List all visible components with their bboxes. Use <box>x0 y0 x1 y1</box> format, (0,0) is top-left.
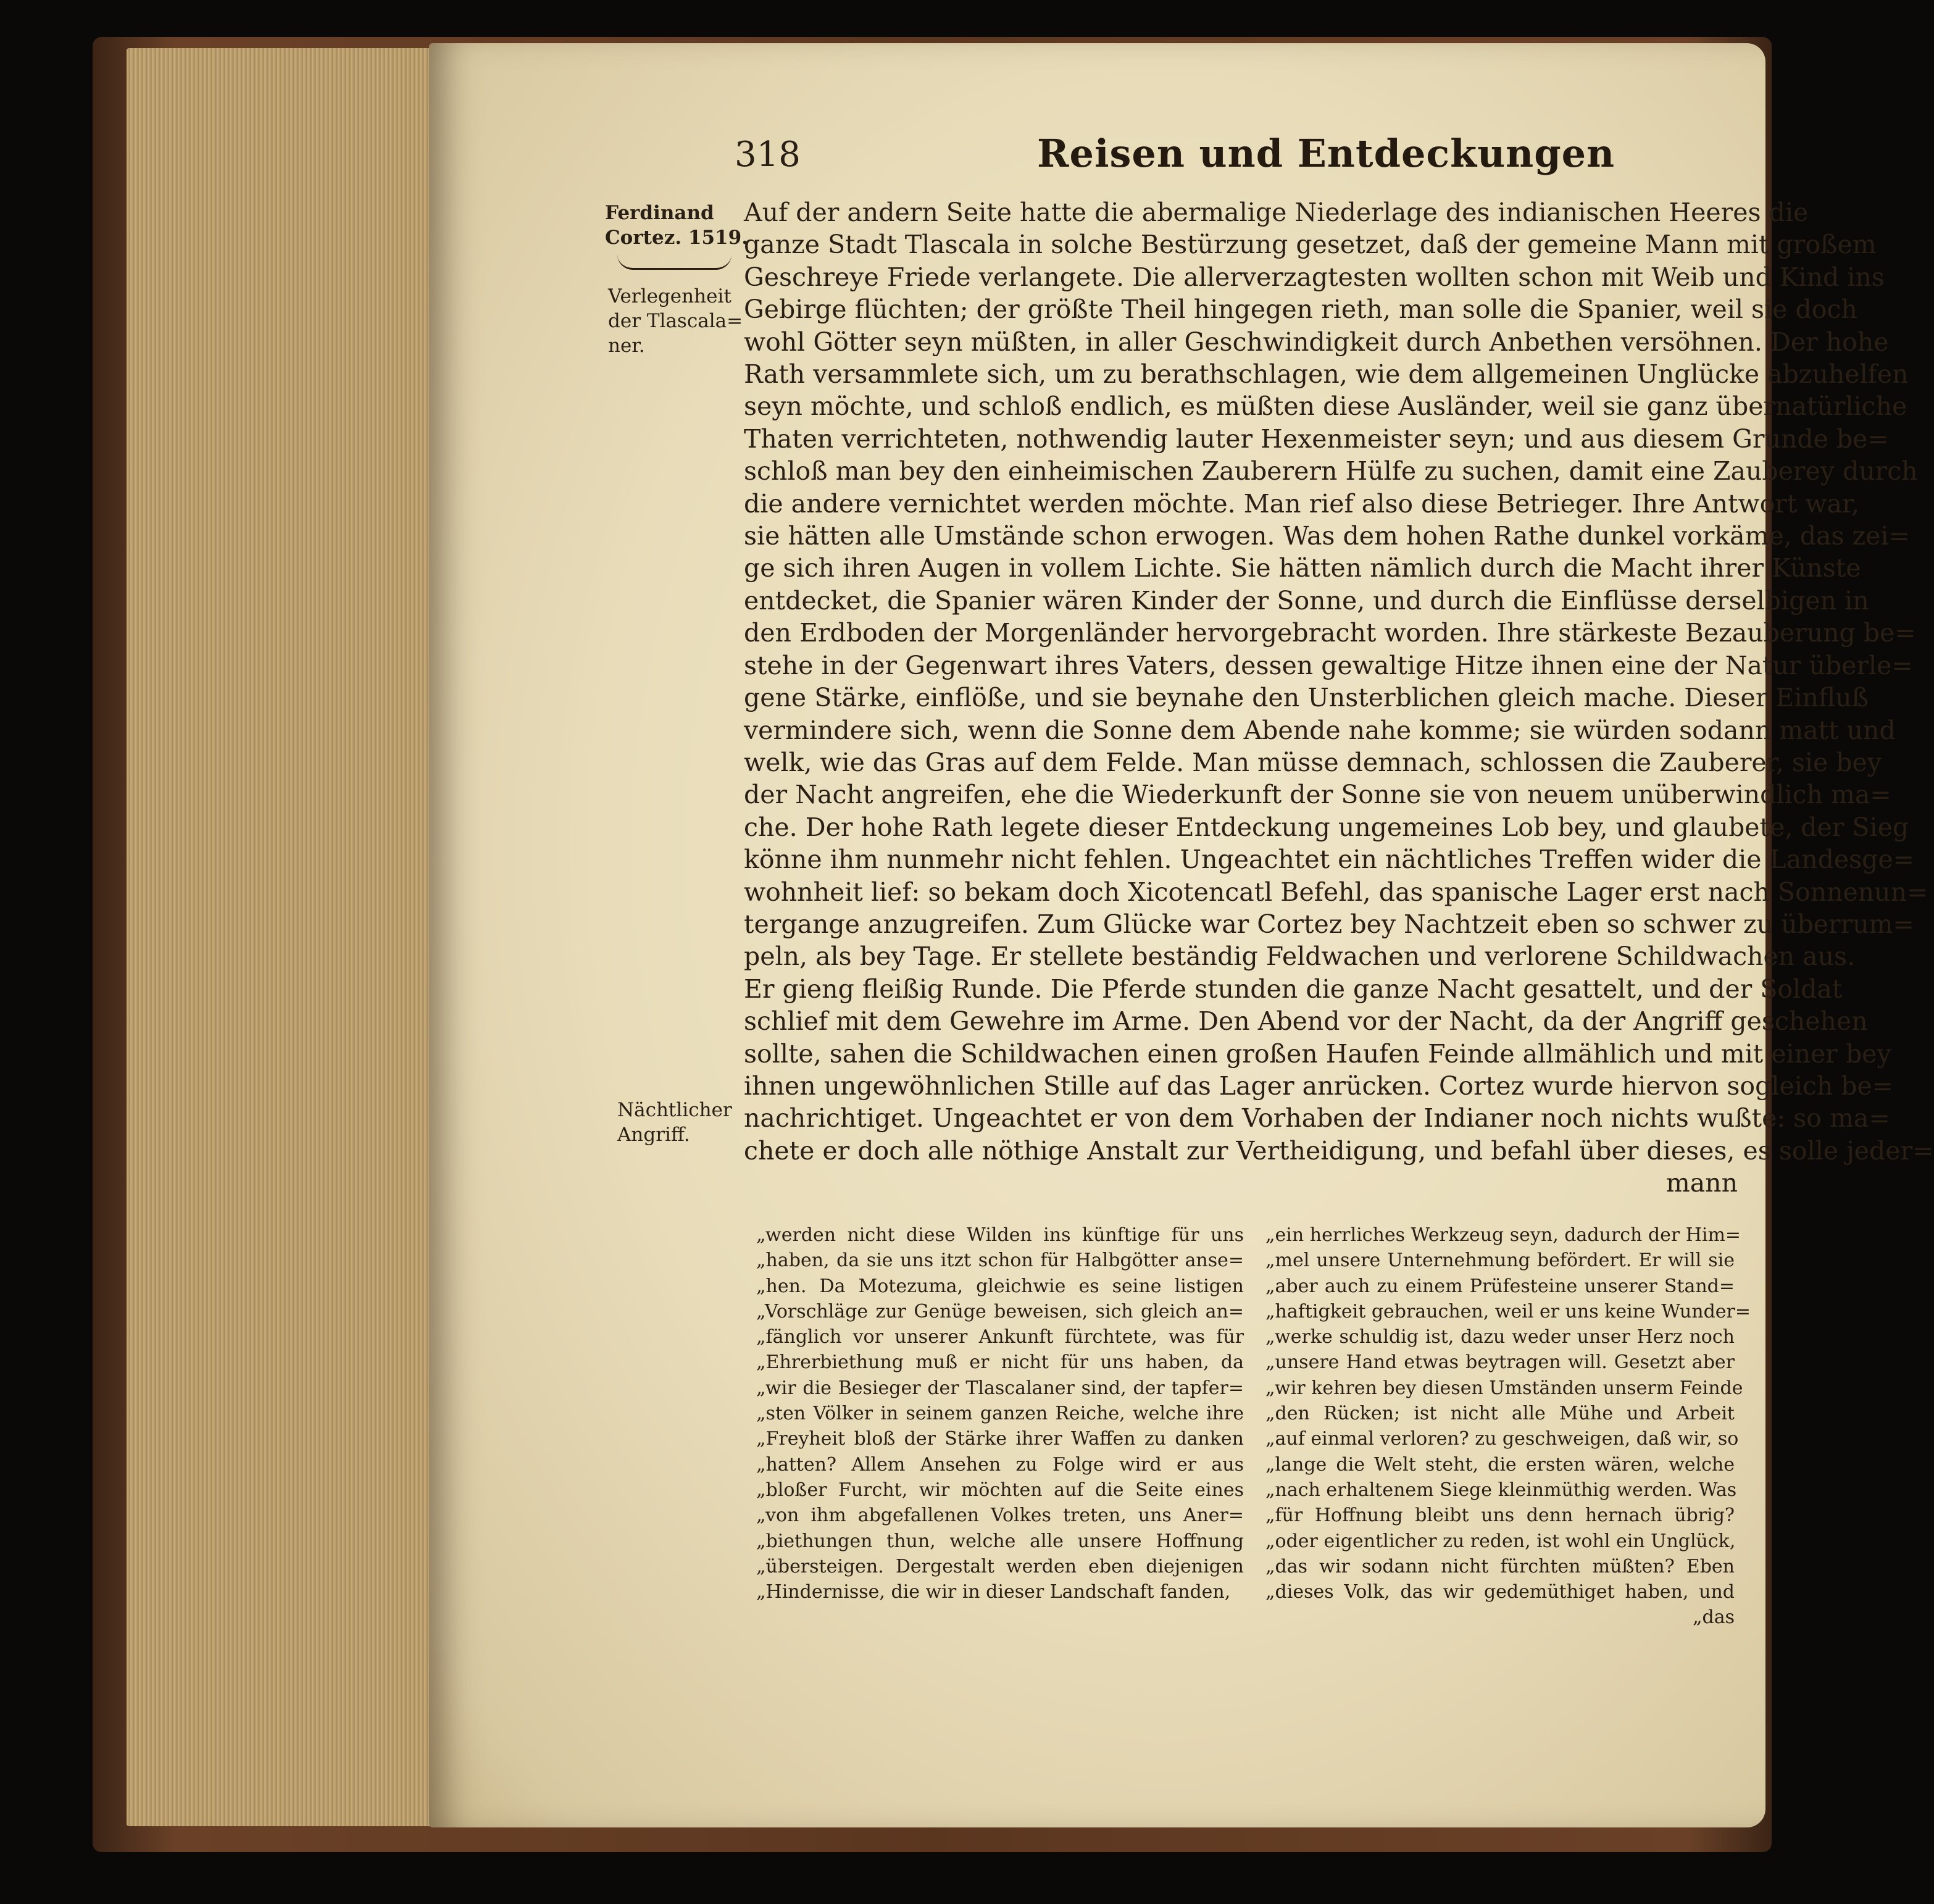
margin-note-line: Nächtlicher <box>617 1099 732 1121</box>
main-text-body <box>744 196 1934 1200</box>
text-line: peln, als bey Tage. Er stellete beständig Feldwachen und verlorene Schildwachen aus. <box>744 942 1856 972</box>
text-line: sie hätten alle Umstände schon erwogen. Was dem hohen Rathe dunkel vorkäme, das zei= <box>744 521 1910 551</box>
text-line: „nach erhaltenem Siege kleinmüthig werden. Was <box>1265 1479 1737 1501</box>
text-line: tergange anzugreifen. Zum Glücke war Cortez bey Nachtzeit eben so schwer zu überrum= <box>744 909 1914 939</box>
margin-note-line: Ferdinand <box>605 202 714 224</box>
text-line: „dieses Volk, das wir gedemüthiget haben, und <box>1265 1581 1735 1603</box>
margin-note-ferdinand <box>605 201 748 250</box>
text-line: sollte, sahen die Schildwachen einen großen Haufen Feinde allmählich und mit einer bey <box>744 1038 1891 1069</box>
text-line: mann <box>1665 1168 1738 1198</box>
text-line: „Vorschläge zur Genüge beweisen, sich gleich an= <box>756 1300 1244 1322</box>
text-line: „biethungen thun, welche alle unsere Hoffnung <box>756 1530 1244 1552</box>
text-line: „bloßer Furcht, wir möchten auf die Seite eines <box>756 1479 1244 1501</box>
text-line: „werke schuldig ist, dazu weder unser Herz noch <box>1265 1326 1735 1348</box>
text-line: schloß man bey den einheimischen Zauberern Hülfe zu suchen, damit eine Zauberey durch <box>744 456 1918 486</box>
text-line: „ein herrliches Werkzeug seyn, dadurch der Him= <box>1265 1224 1741 1246</box>
margin-note-line: der Tlascala= <box>608 310 743 332</box>
text-line: nachrichtiget. Ungeachtet er von dem Vorhaben der Indianer noch nichts wußte: so ma= <box>744 1103 1890 1134</box>
text-line: wohl Götter seyn müßten, in aller Geschwindigkeit durch Anbethen versöhnen. Der hohe <box>744 327 1889 357</box>
text-line: seyn möchte, und schloß endlich, es müßten diese Ausländer, weil sie ganz übernatürliche <box>744 391 1907 422</box>
text-line: „werden nicht diese Wilden ins künftige für uns <box>756 1224 1244 1246</box>
text-line: „wir kehren bey diesen Umständen unserm Feinde <box>1265 1377 1743 1399</box>
text-line: „haben, da sie uns itzt schon für Halbgötter anse= <box>756 1250 1244 1272</box>
text-line: „Freyheit bloß der Stärke ihrer Waffen zu danken <box>756 1428 1244 1450</box>
text-line: „hen. Da Motezuma, gleichwie es seine listigen <box>756 1275 1244 1297</box>
running-title: Reisen und Entdeckungen <box>1037 131 1615 176</box>
text-line: ihnen ungewöhnlichen Stille auf das Lager anrücken. Cortez wurde hiervon sogleich be= <box>744 1071 1894 1101</box>
text-line: chete er doch alle nöthige Anstalt zur Vertheidigung, und befahl über dieses, es solle jeder= <box>744 1135 1934 1166</box>
text-line: „den Rücken; ist nicht alle Mühe und Arbeit <box>1265 1403 1735 1425</box>
text-line: der Nacht angreifen, ehe die Wiederkunft der Sonne sie von neuem unüberwindlich ma= <box>744 780 1891 810</box>
text-line: schlief mit dem Gewehre im Arme. Den Abend vor der Nacht, da der Angriff geschehen <box>744 1006 1868 1037</box>
text-line: che. Der hohe Rath legete dieser Entdeckung ungemeines Lob bey, und glaubete, der Sieg <box>744 812 1909 842</box>
text-line: den Erdboden der Morgenländer hervorgebracht worden. Ihre stärkeste Bezauberung be= <box>744 618 1916 648</box>
margin-note-verlegenheit <box>608 284 743 358</box>
text-line: Rath versammlete sich, um zu berathschlagen, wie dem allgemeinen Unglücke abzuhelfen <box>744 359 1909 390</box>
text-line: Gebirge flüchten; der größte Theil hingegen rieth, man solle die Spanier, weil sie doch <box>744 294 1857 325</box>
text-line: „für Hoffnung bleibt uns denn hernach übrig? <box>1265 1505 1735 1527</box>
page-number: 318 <box>735 135 801 175</box>
margin-note-line: Verlegenheit <box>608 285 732 307</box>
text-line: „sten Völker in seinem ganzen Reiche, welche ihre <box>756 1403 1244 1425</box>
text-line: „haftigkeit gebrauchen, weil er uns keine Wunder= <box>1265 1300 1751 1322</box>
text-line: stehe in der Gegenwart ihres Vaters, dessen gewaltige Hitze ihnen eine der Natur überle= <box>744 650 1913 680</box>
margin-note-line: Cortez. 1519. <box>605 227 748 249</box>
text-line: „das <box>1692 1606 1735 1629</box>
margin-brace <box>617 254 732 270</box>
text-line: ge sich ihren Augen in vollem Lichte. Sie hätten nämlich durch die Macht ihrer Künste <box>744 553 1861 583</box>
text-line: Thaten verrichteten, nothwendig lauter Hexenmeister seyn; und aus diesem Grunde be= <box>744 424 1889 454</box>
margin-note-line: ner. <box>608 335 645 357</box>
text-line: „das wir sodann nicht fürchten müßten? Eben <box>1265 1555 1735 1577</box>
text-line: Auf der andern Seite hatte die abermalige Niederlage des indianischen Heeres die <box>744 198 1809 227</box>
text-line: welk, wie das Gras auf dem Felde. Man müsse demnach, schlossen die Zauberer, sie bey <box>744 747 1882 777</box>
text-line: „mel unsere Unternehmung befördert. Er will sie <box>1265 1250 1735 1272</box>
text-line: „Hindernisse, die wir in dieser Landschaft fanden, <box>756 1581 1231 1603</box>
text-line: „fänglich vor unserer Ankunft fürchtete, was für <box>756 1326 1244 1348</box>
text-line: „lange die Welt steht, die ersten wären, welche <box>1265 1453 1735 1476</box>
page-edges <box>127 48 435 1826</box>
text-line: „hatten? Allem Ansehen zu Folge wird er aus <box>756 1453 1244 1476</box>
text-line: „auf einmal verloren? zu geschweigen, daß wir, so <box>1265 1428 1739 1450</box>
text-line: ganze Stadt Tlascala in solche Bestürzung gesetzet, daß der gemeine Mann mit großem <box>744 230 1877 260</box>
text-line: „unsere Hand etwas beytragen will. Gesetzt aber <box>1265 1351 1735 1374</box>
text-line: wohnheit lief: so bekam doch Xicotencatl Befehl, das spanische Lager erst nach Sonnenun= <box>744 877 1928 907</box>
text-line: die andere vernichtet werden möchte. Man rief also diese Betrieger. Ihre Antwort war, <box>744 488 1860 519</box>
text-line: Er gieng fleißig Runde. Die Pferde stunden die ganze Nacht gesattelt, und der Soldat <box>744 974 1843 1004</box>
text-line: könne ihm nunmehr nicht fehlen. Ungeachtet ein nächtliches Treffen wider die Landesge= <box>744 845 1915 875</box>
margin-note-angriff <box>617 1098 732 1147</box>
text-line: Geschreye Friede verlangete. Die allerverzagtesten wollten schon mit Weib und Kind ins <box>744 262 1885 292</box>
footnote-right-column <box>1265 1222 1751 1631</box>
text-line: „von ihm abgefallenen Volkes treten, uns Aner= <box>756 1505 1244 1527</box>
margin-note-line: Angriff. <box>617 1124 690 1146</box>
text-line: „Ehrerbiethung muß er nicht für uns haben, da <box>756 1351 1244 1374</box>
text-line: „oder eigentlicher zu reden, ist wohl ein Unglück, <box>1265 1530 1736 1552</box>
footnote-left-column <box>756 1222 1244 1605</box>
text-line: „wir die Besieger der Tlascalaner sind, der tapfer= <box>756 1377 1244 1399</box>
text-line: „aber auch zu einem Prüfesteine unserer Stand= <box>1265 1275 1735 1297</box>
text-line: gene Stärke, einflöße, und sie beynahe den Unsterblichen gleich mache. Dieser Einfluß <box>744 683 1869 713</box>
text-line: vermindere sich, wenn die Sonne dem Abende nahe komme; sie würden sodann matt und <box>744 715 1896 745</box>
text-line: „übersteigen. Dergestalt werden eben diejenigen <box>756 1555 1244 1577</box>
text-line: entdecket, die Spanier wären Kinder der Sonne, und durch die Einflüsse derselbigen in <box>744 585 1869 616</box>
